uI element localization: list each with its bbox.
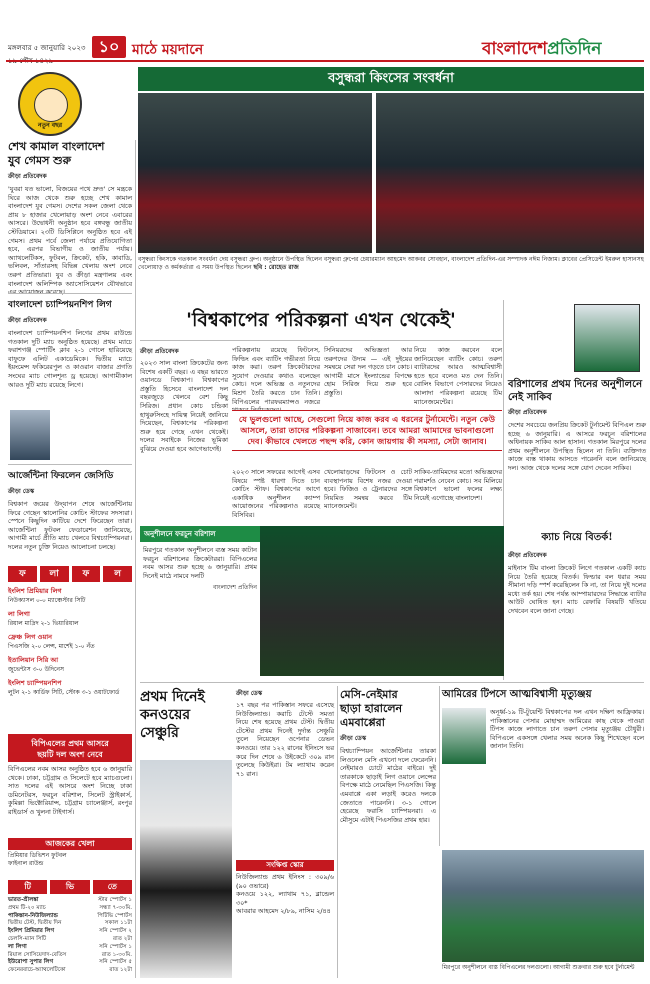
bpl-title-1: বিপিএলের প্রথম আসরে [31, 739, 109, 748]
divider [140, 340, 502, 341]
conway-photo [140, 760, 232, 978]
tv-row [8, 959, 132, 967]
result-league: ইংলিশ চ্যাম্পিয়নশিপ [8, 679, 62, 687]
headline-line-2: যুব গেমস শুরু [8, 154, 72, 167]
column-divider [337, 686, 338, 978]
amir-story [442, 688, 644, 701]
headline-line-3: এমবাপ্পেরা [340, 716, 385, 729]
tv-channel: সনি স্পোর্টস ২ [99, 928, 132, 935]
tv-row [8, 944, 132, 952]
bpl-box [8, 734, 132, 817]
story-body: অনূর্ধ্ব-১৯ টি-টুয়েন্টি বিশ্বকাপের দল এখন দক্ষিণ আফ্রিকায়। পাকিস্তানের পেসার মোহাম্মদ আমিরের কাছ থেকে পাওয়া টিপস কাজে লাগাতে চান তরুণ পেসার মৃত্যুঞ্জয় চৌধুরী। বিপিএলে একসঙ্গে খেলার সময় অনেক কিছু শিখেছেন বলে জানান তিনি। [490, 708, 644, 751]
headline-line-1: মেসি-নেইমার [340, 688, 398, 701]
story-headline: বরিশালের প্রথম দিনের অনুশীলনে নেই সাকিব [508, 379, 643, 403]
tv-schedule [8, 897, 132, 975]
date-line: মঙ্গলবার ৫ জানুয়ারি ২০২৩ [8, 44, 86, 52]
conway-story [236, 688, 334, 778]
stadium-caption: মিরপুরে অনুশীলনে ব্যস্ত বিপিএলের দলগুলো। আগামী শুক্রবার শুরু হবে টুর্নামেন্ট [442, 964, 635, 971]
headline [140, 688, 232, 742]
column-divider [135, 140, 136, 978]
tv-channel: স্টার স্পোর্টস ১ [97, 897, 132, 903]
story-body: ১৭ বছর পর পাকিস্তান সফরে এসেছে নিউজিল্যান্ড। করাচি টেস্টে সমতা নিয়ে শেষ হয়েছে প্রথম টেস্ট। দ্বিতীয় টেস্টের প্রথম দিনেই দুর্দান্ত সেঞ্চুরি তুলে নিয়েছেন ওপেনার ডেভন কনওয়ে। তার ১২২ রানের ইনিংসে ভর করে দিন শেষে ৬ উইকেটে ৩০৯ রান তুলেছে কিউইরা। টম ল্যাথাম করেন ৭১ রান। [236, 701, 334, 778]
result-text: জুভেন্টাস ৩-০ উদিনেস [8, 666, 64, 673]
result-item [8, 609, 132, 628]
banner-headline: বসুন্ধরা কিংসের সংবর্ধনা [138, 67, 644, 91]
tv-event: পাকিস্তান-নিউজিল্যান্ড [8, 912, 59, 919]
sakib-photo [574, 304, 640, 372]
headline-line-1: প্রথম দিনেই [140, 689, 205, 705]
column-divider [439, 686, 440, 846]
byline: ক্রীড়া প্রতিবেদক [508, 552, 547, 559]
tv-event: ফেনেরবাচে-অ্যাথলেটিকো [8, 967, 66, 974]
result-text: নিউক্যাসল ০-০ ম্যাঞ্চেস্টার সিটি [8, 597, 86, 604]
section-title: মাঠে ময়দানে [132, 42, 204, 58]
conway-headline [140, 688, 232, 742]
results-title [8, 566, 132, 582]
title-letter: ভি [50, 880, 89, 894]
left-story-argentina [8, 468, 132, 552]
tv-time: সকাল ১১টা [104, 920, 132, 927]
logo-part-1: বাংলাদেশ [482, 39, 548, 59]
tv-channel: সনি স্পোর্টস ১ [99, 943, 132, 950]
team-photo-left [138, 93, 372, 253]
story-body: 'যুবরা যত ভালো, বিজয়ের পথে দ্রুত' সে মন্ত্রকে ঘিরে আজ থেকে শুরু হচ্ছে শেখ কামাল বাংলাদেশ যুব গেমস। দেশের সকল জেলা থেকে প্রায় ৮ হাজার খেলোয়াড় অংশ নেবে এবারের আসরে। উদ্বোধনী অনুষ্ঠান হবে বঙ্গবন্ধু জাতীয় স্টেডিয়ামে। ২৩টি ডিসিপ্লিনে অনুষ্ঠিত হবে এই গেমস। প্রথম পর্বে জেলা পর্যায়ে প্রতিযোগিতা হবে, এরপর বিভাগীয় ও জাতীয় পর্যায়। অ্যাথলেটিকস, ফুটবল, ক্রিকেট, হকি, কাবাডি, ভলিবল, সাঁতারসহ বিভিন্ন খেলায় অংশ নেবে তরুণ প্রতিভারা। যুব ও ক্রীড়া মন্ত্রণালয় এবং বাংলাদেশ অলিম্পিক অ্যাসোসিয়েশন যৌথভাবে [8, 185, 132, 288]
practice-credit: বাংলাদেশ প্রতিদিন [212, 584, 257, 592]
headline-line-2: ছাড়া হারালেন [340, 702, 403, 715]
main-body-7: সাকিব-তামিমদের মতো অভিজ্ঞদের পরামর্শও নেবেন কোচ। সব মিলিয়ে বিশ্বকাপে ভালো ফলের লক্ষ্য নিয়েই এগোচ্ছে বাংলাদেশ। [414, 468, 502, 502]
byline: ক্রীড়া প্রতিবেদক [8, 317, 47, 324]
title-letter: ফ [8, 566, 37, 582]
score-title: সংক্ষিপ্ত স্কোর [236, 860, 334, 871]
sakib-story [508, 378, 646, 473]
team-photo-right [376, 93, 644, 253]
byline: ক্রীড়া প্রতিবেদক [508, 409, 547, 416]
byline: ক্রীড়া ডেস্ক [340, 735, 367, 742]
main-body-3: সিনিয়রদের অভিজ্ঞতা আর তরুণদের উদ্যম — এই দুইয়ের সমন্বয়ে সেরা দল গড়তে চান কোচ। আগামী মাসে ইংল্যান্ডের বিপক্ষে হোম সিরিজ দিয়ে শুরু হবে প্রস্তুতি। [324, 346, 412, 397]
score-box [236, 860, 334, 916]
practice-caption: মিরপুরে গতকাল অনুশীলনে ব্যস্ত সময় কাটান ফরচুন বরিশালের ক্রিকেটাররা। বিপিএলের নবম আসর শুরু হচ্ছে ৬ জানুয়ারি। প্রথম দিনেই মাঠে নামবে দলটি [143, 546, 257, 580]
divider [8, 293, 132, 294]
result-league: ইংলিশ প্রিমিয়ার লিগ [8, 587, 62, 595]
divider [8, 464, 132, 465]
tv-time: রাত ১২টা [109, 967, 132, 974]
story-body: বিশ্বচ্যাম্পিয়ন আর্জেন্টিনার তারকা লিওনেল মেসি এখনো দলে ফেরেননি। নেইমারও চোটে মাঠের বাইরে। দুই তারকাকে ছাড়াই লিগ ওয়ানে লেন্সের বিপক্ষে মাঠে নেমেছিল পিএসজি। কিন্তু এমবাপ্পে একা লড়াই করেও দলকে জেতাতে পারেননি। ৩-১ গোলে হেরেছে ফরাসি চ্যাম্পিয়নরা। এ মৌসুমে এটাই পিএসজির প্রথম হার। [340, 747, 436, 824]
main-body-2: পরিকল্পনায় রয়েছে ফিটনেস, ফিল্ডিং এবং ব্যাটিং গভীরতা নিয়ে কাজ করা। তরুণ ক্রিকেটারদের সুযোগ দেওয়ার কথাও বলেছেন কোচ। দলে অভিজ্ঞ ও নতুনদের মিশ্রণ তৈরি করতে চান তিনি। বিপিএলের পারফরম্যান্সও নজরে [232, 346, 320, 406]
result-item [8, 586, 132, 605]
score-body: নিউজিল্যান্ড প্রথম ইনিংস : ৩০৯/৬ (৯০ ওভারে) কনওয়ে ১২২, ল্যাথাম ৭১, ব্লান্ডেল ৩০* আবরার আহমেদ ২/৮৯, নাসিম ২/৪৪ [236, 873, 334, 916]
title-letter: টি [8, 880, 47, 894]
player-photo-small [10, 410, 50, 460]
story-body: বাংলাদেশ চ্যাম্পিয়নশিপ লিগের প্রথম রাউন্ডে গতকাল দুটি ম্যাচ অনুষ্ঠিত হয়েছে। প্রথম ম্যাচে ফরাশগঞ্জ স্পোর্টিং ক্লাব ২-১ গোলে হারিয়েছে বাফুফে এলিট একাডেমিকে। দ্বিতীয় ম্যাচে ইয়ংমেন্স ফকিরেরপুল ও কাওরান বাজার প্রগতি সংঘের ম্যাচ গোলশূন্য ড্র হয়েছে। আগামীকাল আরও দুটি ম্যাচ রয়েছে লিগে। [8, 329, 132, 389]
byline: ক্রীড়া ডেস্ক [236, 690, 263, 697]
pull-quote: যে ভুলগুলো আছে, সেগুলো নিয়ে কাজ করব এ ধরনের টুর্নামেন্টে। নতুন কেউ আসলে, তারা তাদের পরিকল্পনা সাজাবেন। তবে আমরা আমাদের ভাবনাগুলো দেব। কীভাবে খেলতে পছন্দ করি, কোন জায়গায় কী সমস্যা, সেটা জানাব। [232, 410, 502, 451]
face-shape [34, 88, 68, 122]
story-headline: আর্জেন্টিনা ফিরলেন জেসিডি [8, 471, 114, 481]
result-item [8, 632, 132, 651]
tv-event: দ্বিতীয় টেস্ট, দ্বিতীয় দিন [8, 920, 62, 927]
result-text: পিএসজি ২-০ লেন্স, মার্শেই ১-০ নঁত [8, 643, 95, 650]
today-title: আজকের খেলা [8, 838, 132, 850]
tv-time: সন্ধ্যা ৭-৩০মি. [99, 904, 132, 911]
story-headline: আমিরের টিপসে আত্মবিশ্বাসী মৃত্যুঞ্জয় [442, 689, 592, 700]
tv-event: ইংলিশ প্রিমিয়ার লিগ [8, 928, 55, 935]
mascot-illustration [18, 72, 82, 136]
main-col-1 [140, 346, 228, 454]
player-photo [442, 708, 486, 764]
results-list [8, 586, 132, 697]
bpl-body: বিপিএলের নবম আসর অনুষ্ঠিত হবে ৬ জানুয়ারি থেকে। ঢাকা, চট্টগ্রাম ও সিলেটে হবে ম্যাচগুলো। সাত দলের এই আসরে অংশ নিচ্ছে ঢাকা ডমিনেটরস, ফরচুন বরিশাল, সিলেট স্ট্রাইকার্স, কুমিল্লা ভিক্টোরিয়ান্স, চট্টগ্রাম চ্যালেঞ্জার্স, রংপুর রাইডার্স ও খুলনা টাইগার্স। [8, 765, 132, 816]
banner-caption [138, 256, 644, 272]
tv-row [8, 905, 132, 913]
main-headline: 'বিশ্বকাপের পরিকল্পনা এখন থেকেই' [186, 309, 456, 331]
story-body: দেশের সবচেয়ে জনপ্রিয় ক্রিকেট টুর্নামেন্ট বিপিএল শুরু হচ্ছে ৬ জানুয়ারি। এ আসরে ফরচুন বরিশালের অধিনায়ক সাকিব আল হাসান। গতকাল মিরপুরে দলের প্রথম অনুশীলনে উপস্থিত ছিলেন না তিনি। ব্যক্তিগত কাজে ব্যস্ত থাকায় আসতে পারেননি বলে জানিয়েছে দল। আজ থেকে দলের সঙ্গে যোগ দেবেন সাকিব। [508, 421, 646, 472]
title-letter: লা [40, 566, 69, 582]
result-item [8, 655, 132, 674]
byline: ক্রীড়া ডেস্ক [8, 488, 35, 495]
result-item [8, 678, 132, 697]
story-headline: বাংলাদেশ চ্যাম্পিয়নশিপ লিগ [8, 300, 112, 310]
today-item: প্রিমিয়ার ডিভিশন ফুটবল [8, 852, 67, 859]
practice-caption-box [140, 526, 260, 676]
result-text: রিয়াল মাদ্রিদ ২-১ ভিয়ারিয়াল [8, 620, 79, 627]
byline: ক্রীড়া প্রতিবেদক [140, 348, 179, 355]
tv-row [8, 967, 132, 975]
photo-credit: ছবি : রোহেত রাজ [253, 264, 299, 271]
byline: ক্রীড়া প্রতিবেদক [8, 173, 47, 180]
bpl-title [8, 736, 132, 762]
result-league: লা লিগা [8, 610, 30, 618]
main-body-5: ২০২৩ সালে সফরের আগেই এসব বিষয়ে স্পষ্ট ধারণা দিতে চান কোচিং স্টাফ। বিশ্বকাপের আগে একাধিক অনুশীলন ক্যাম্প আয়োজনের পরিকল্পনাও রয়েছে বিসিবির। [232, 468, 320, 519]
title-letter: ফ [72, 566, 101, 582]
divider [140, 682, 644, 683]
tv-time: রাত ২টা [113, 935, 132, 942]
title-letter: তে [93, 880, 132, 894]
headline-line-1: শেখ কামাল বাংলাদেশ [8, 140, 105, 153]
story-body: মাইনাস টিম বাংলা ক্রিকেট লিগে গতকাল একটি ক্যাচ নিয়ে তৈরি হয়েছে বিতর্ক। ফিল্ডার বল ধরার সময় সীমানা দড়ি স্পর্শ করেছিলেন কি না, তা নিয়ে দুই দলের মধ্যে তর্ক হয়। শেষ পর্যন্ত আম্পায়ারদের সিদ্ধান্তে ব্যাটার আউট ঘোষিত হন। ম্যাচ রেফারি বিষয়টি খতিয়ে দেখবেন বলে জানা গেছে। [508, 564, 646, 615]
tv-time: রাত ১-৩০মি. [101, 951, 132, 958]
left-story-championship [8, 297, 132, 389]
mascot-label: নতুন বছর [37, 122, 63, 129]
story-headline: ক্যাচ নিয়ে বিতর্ক! [541, 532, 613, 543]
practice-tag: অনুশীলনে ফরচুন বরিশাল [140, 526, 260, 542]
main-body-1: ২০২৩ সাল বাংলা ক্রিকেটের জন্য বিশেষ একটি বছর। এ বছর ভারতে ওয়ানডে বিশ্বকাপ। বিশ্বকাপের প্রস্তুতি হিসেবে বাংলাদেশ দল বছরজুড়ে খেলবে বেশ কিছু সিরিজ। প্রধান কোচ চন্ডিকা হাথুরুসিংহে দায়িত্ব নিয়েই জানিয়ে দিয়েছেন, বিশ্বকাপের পরিকল্পনা শুরু হয়ে গেছে এখন থেকেই। দলের সবাইকে নিজের ভূমিকা বুঝিয়ে দেওয়া হবে আগেভাগেই। [140, 359, 228, 453]
caption-text: বসুন্ধরা কিংসকে গতকাল সংবর্ধনা দেয় বসুন্ধরা গ্রুপ। অনুষ্ঠানে উপস্থিত ছিলেন বসুন্ধরা গ্রুপের চেয়ারম্যান আহমেদ আকবর সোবহান, বাংলাদেশ প্রতিদিন-এর সম্পাদক নঈম নিজাম। ক্লাবের প্রেসিডেন্ট ইমরুল হাসানসহ খেলোয়াড় ও কর্মকর্তারা এ সময় উপস্থিত ছিলেন [138, 256, 644, 271]
catch-story [508, 530, 646, 616]
page-number: ১০ [92, 36, 126, 58]
title-letter: ল [103, 566, 132, 582]
today-item: ফাইনাল রাউন্ড [8, 860, 44, 867]
tv-row [8, 928, 132, 936]
result-league: ফ্রেঞ্চ লিগ ওয়ান [8, 633, 53, 641]
messi-story [340, 688, 436, 824]
headline-line-2: কনওয়ের [140, 707, 191, 723]
tv-event: লা লিগা [8, 943, 27, 950]
tv-event: রিয়াল সোসিয়েদাদ-বেতিস [8, 951, 67, 958]
header-rule [6, 60, 644, 62]
tv-event: ইউরোপা সুপার লিগ [8, 959, 54, 966]
header-date [8, 44, 90, 66]
left-story-youth-games [8, 140, 132, 297]
logo-part-2: প্রতিদিন [547, 39, 602, 59]
today-games [8, 838, 132, 868]
tv-event: ভারত-শ্রীলঙ্কা [8, 897, 39, 903]
tv-channel: পিটিভি স্পোর্টস [97, 912, 132, 919]
story-headline [8, 140, 132, 168]
result-text: লুটন ২-১ কার্ডিফ সিটি, স্টোক ৩-১ ওয়াটফোর্ড [8, 689, 120, 696]
headline-line-3: সেঞ্চুরি [140, 725, 179, 741]
headline [340, 688, 436, 730]
main-body-6: খেলোয়াড়দের ফিটনেস ও চোট ব্যবস্থাপনায় বিশেষ নজর দেওয়া হবে। ফিজিও ও ট্রেনারদের সঙ্গে নিয়মিত সমন্বয় করবে টিম ম্যানেজমেন্ট। [324, 468, 412, 511]
result-league: ইতালিয়ান সিরি আ [8, 656, 59, 664]
tv-channel: সনি স্পোর্টস ৫ [99, 959, 132, 966]
main-body-4: নিয়ে কাজ করবেন বলে জানিয়েছেন ব্যাটিং কোচ। তরুণ ব্যাটারদের আরও আত্মবিশ্বাসী হতে হবে বলেও মত দেন তিনি। বোলিং বিভাগে পেসারদের নিয়েও আলাদা পরিকল্পনা রয়েছে টিম ম্যানেজমেন্টের। [414, 346, 502, 406]
tv-event: প্রথম টি-২০ ম্যাচ [8, 904, 46, 911]
tv-row [8, 897, 132, 905]
tv-row [8, 936, 132, 944]
story-body: বিশ্বকাপ জয়ের উদ্‌যাপন শেষে আর্জেন্টিনায় ফিরে গেছেন স্কালোনির কোচিং স্টাফের সদস্যরা। স্পেনে কিছুদিন কাটিয়ে দেশে ফিরেছেন তারা। আর্জেন্টিনা ফুটবল ফেডারেশন জানিয়েছে, আগামী মার্চে প্রীতি ম্যাচ খেলবে বিশ্বচ্যাম্পিয়নরা। দলের নতুন চুক্তি নিয়েও আলোচনা চলছে। [8, 500, 132, 551]
tv-event: চেলসি-ম্যান সিটি [8, 935, 47, 942]
tv-title [8, 880, 132, 894]
stadium-photo [442, 850, 644, 962]
bpl-title-2: ছয়টি দল অংশ নেবে [37, 750, 103, 759]
